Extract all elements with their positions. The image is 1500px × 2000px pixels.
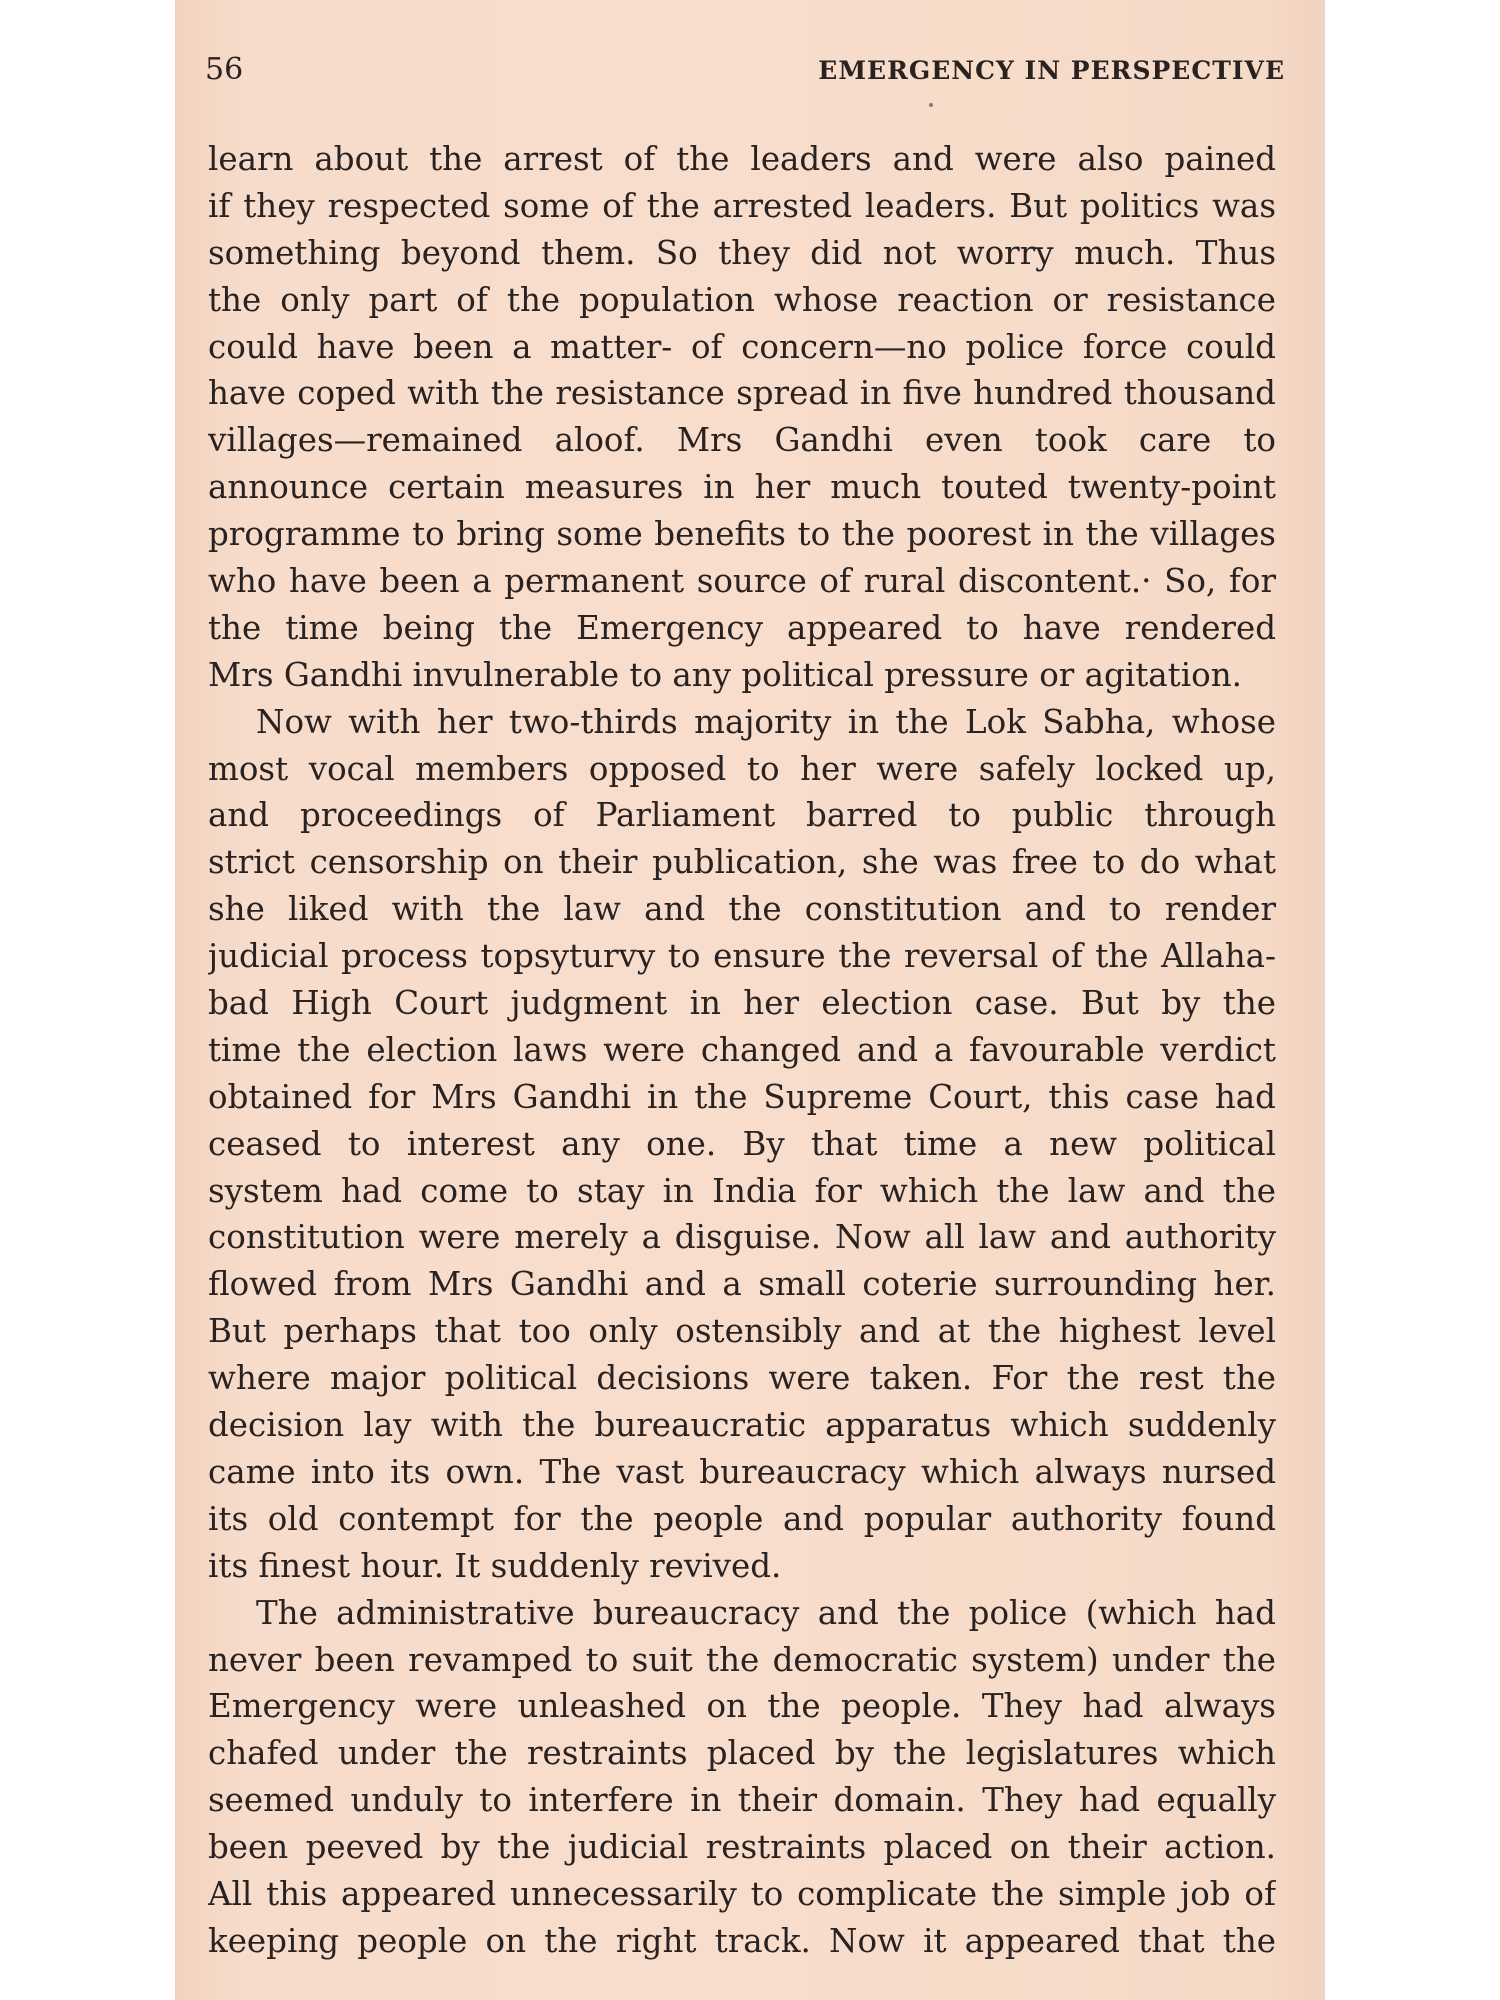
running-head: EMERGENCY IN PERSPECTIVE xyxy=(818,56,1285,85)
page-header xyxy=(205,50,1285,90)
text-line: the only part of the population whose reaction or resistance xyxy=(208,280,1276,319)
text-line: constitution were merely a disguise. Now all law and authority xyxy=(208,1218,1276,1257)
text-line: bad High Court judgment in her election case. But by the xyxy=(208,984,1276,1023)
page-number: 56 xyxy=(205,52,244,87)
text-line: chafed under the restraints placed by the legislatures which xyxy=(208,1734,1276,1773)
text-line: came into its own. The vast bureaucracy which always nursed xyxy=(208,1452,1276,1491)
text-line: strict censorship on their publication, she was free to do what xyxy=(208,843,1276,882)
text-line: who have been a permanent source of rural discontent.· So, for xyxy=(208,562,1276,601)
text-line: obtained for Mrs Gandhi in the Supreme Court, this case had xyxy=(208,1077,1276,1116)
text-line: flowed from Mrs Gandhi and a small coterie surrounding her. xyxy=(208,1265,1276,1304)
text-line: system had come to stay in India for which the law and the xyxy=(208,1171,1276,1210)
text-line: But perhaps that too only ostensibly and at the highest level xyxy=(208,1312,1276,1351)
text-line: most vocal members opposed to her were safely locked up, xyxy=(208,749,1276,788)
text-line: if they respected some of the arrested leaders. But politics was xyxy=(208,186,1276,225)
book-page xyxy=(175,0,1325,2000)
text-line: its finest hour. It suddenly revived. xyxy=(208,1546,782,1585)
text-line: time the election laws were changed and a favourable verdict xyxy=(208,1030,1276,1069)
text-line: something beyond them. So they did not worry much. Thus xyxy=(208,233,1276,272)
text-line: never been revamped to suit the democratic system) under the xyxy=(208,1640,1276,1679)
ink-speck xyxy=(929,103,933,107)
text-line: The administrative bureaucracy and the police (which had xyxy=(256,1593,1276,1632)
text-line: All this appeared unnecessarily to complicate the simple job of xyxy=(208,1874,1276,1913)
text-line: Mrs Gandhi invulnerable to any political pressure or agitation. xyxy=(208,655,1242,694)
body-text xyxy=(208,136,1276,1965)
text-line: the time being the Emergency appeared to have rendered xyxy=(208,608,1276,647)
text-line: Now with her two-thirds majority in the Lok Sabha, whose xyxy=(256,702,1276,741)
text-line: judicial process topsyturvy to ensure the reversal of the Allaha- xyxy=(208,937,1276,976)
text-line: she liked with the law and the constitution and to render xyxy=(208,890,1276,929)
text-line: its old contempt for the people and popular authority found xyxy=(208,1499,1276,1538)
text-line: Emergency were unleashed on the people. They had always xyxy=(208,1687,1276,1726)
text-line: and proceedings of Parliament barred to public through xyxy=(208,796,1276,835)
text-line: programme to bring some benefits to the poorest in the villages xyxy=(208,515,1276,554)
text-line: seemed unduly to interfere in their domain. They had equally xyxy=(208,1781,1276,1820)
text-line: learn about the arrest of the leaders and were also pained xyxy=(208,140,1276,178)
text-line: could have been a matter- of concern—no police force could xyxy=(208,327,1276,366)
text-line: keeping people on the right track. Now it appeared that the xyxy=(208,1921,1276,1960)
text-line: announce certain measures in her much touted twenty-point xyxy=(208,468,1276,507)
text-line: have coped with the resistance spread in five hundred thousand xyxy=(208,374,1276,413)
text-line: been peeved by the judicial restraints placed on their action. xyxy=(208,1828,1276,1867)
text-line: decision lay with the bureaucratic apparatus which suddenly xyxy=(208,1406,1276,1445)
text-line: villages—remained aloof. Mrs Gandhi even took care to xyxy=(208,421,1276,460)
text-line: ceased to interest any one. By that time a new political xyxy=(208,1124,1276,1163)
text-line: where major political decisions were taken. For the rest the xyxy=(208,1359,1276,1398)
